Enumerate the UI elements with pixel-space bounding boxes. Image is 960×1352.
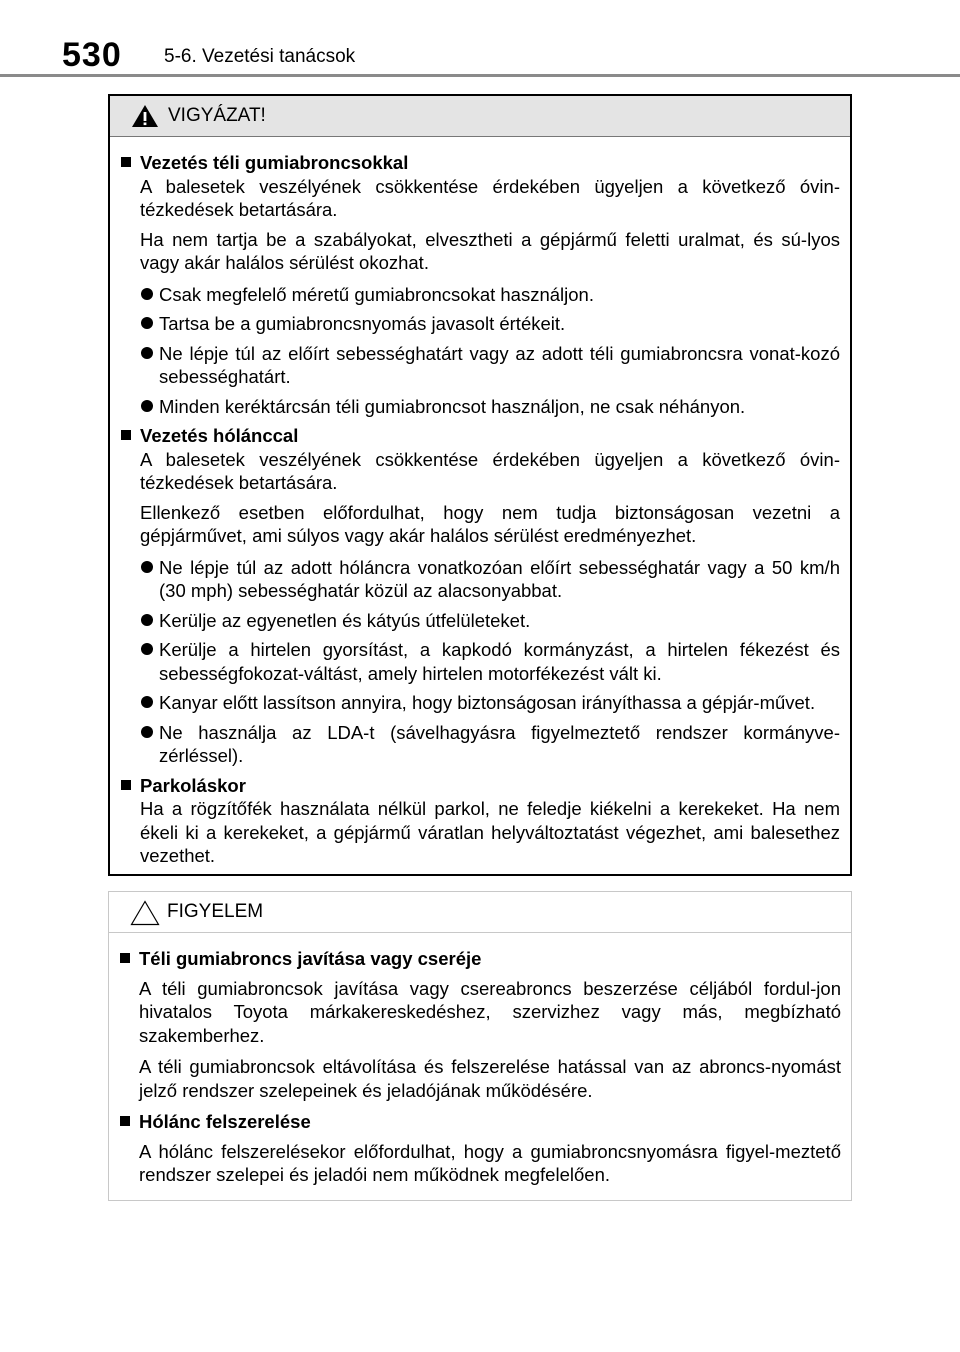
square-bullet-icon [121,157,131,167]
list-item: Kanyar előtt lassítson annyira, hogy biztonságosan irányíthassa a gépjár-művet. [120,691,840,715]
list-item: Minden keréktárcsán téli gumiabroncsot használjon, ne csak néhányon. [120,395,840,419]
round-bullet-icon [141,288,153,300]
square-bullet-icon [121,430,131,440]
list-item: Csak megfelelő méretű gumiabroncsokat használjon. [120,283,840,307]
page-number: 530 [62,36,122,74]
square-bullet-icon [120,953,130,963]
notice-title: FIGYELEM [167,901,264,922]
caution-header [110,96,850,137]
caution-box [108,94,852,876]
paragraph: A téli gumiabroncsok eltávolítása és felszerelése hatással van az abroncs-nyomást jelző rendszer szelepeinek és jeladójának működésére. [139,1056,841,1101]
paragraph: A balesetek veszélyének csökkentése érdekében ügyeljen a következő óvin-tézkedések betartására. [140,448,840,493]
round-bullet-icon [141,347,153,359]
square-bullet-icon [121,780,131,790]
list-item: Kerülje a hirtelen gyorsítást, a kapkodó kormányzást, a hirtelen fékezést és sebességfokozat-váltást, amely hirtelen motorfékezést vált ki. [120,638,840,685]
paragraph: A hólánc felszerelésekor előfordulhat, hogy a gumiabroncsnyomásra figyel-meztető rendszer szelepei és jeladói nem működnek megfelelően. [139,1140,841,1185]
round-bullet-icon [141,726,153,738]
caution-title: VIGYÁZAT! [168,105,266,126]
list-item: Ne lépje túl az előírt sebességhatárt vagy az adott téli gumiabroncsra vonat-kozó sebességhatárt. [120,342,840,389]
list-item: Ne lépje túl az adott hóláncra vonatkozóan előírt sebességhatár vagy a 50 km/h (30 mph) sebességhatár közül az alacsonyabbat. [120,556,840,603]
paragraph: Ellenkező esetben előfordulhat, hogy nem tudja biztonságosan vezetni a gépjárművet, ami súlyos vagy akár halálos sérülést eredményezhet. [140,501,840,546]
section-heading: Téli gumiabroncs javítása vagy cseréje [119,947,841,971]
round-bullet-icon [141,400,153,412]
notice-body [109,933,851,1187]
section-heading: Hólánc felszerelése [119,1110,841,1134]
round-bullet-icon [141,696,153,708]
section-heading: Vezetés téli gumiabroncsokkal [120,151,840,175]
paragraph: Ha a rögzítőfék használata nélkül parkol, ne feledje kiékelni a kerekeket. Ha nem ékeli ki a kerekeket, a gépjármű váratlan helyváltoztatást végezhet, ami balesethez vezethet. [140,798,840,866]
list-item: Tartsa be a gumiabroncsnyomás javasolt értékeit. [120,312,840,336]
warning-triangle-filled-icon [131,104,159,128]
round-bullet-icon [141,643,153,655]
round-bullet-icon [141,614,153,626]
notice-header [109,892,851,933]
header-divider [0,74,960,77]
caution-body [110,137,850,868]
paragraph: A balesetek veszélyének csökkentése érdekében ügyeljen a következő óvin-tézkedések betartására. [140,175,840,220]
notice-box [108,891,852,1201]
round-bullet-icon [141,561,153,573]
paragraph: A téli gumiabroncsok javítása vagy csereabroncs beszerzése céljából fordul-jon hivatalos Toyota márkakereskedéshez, szervizhez vagy más, megbízható szakemberhez. [139,977,841,1046]
list-item: Kerülje az egyenetlen és kátyús útfelületeket. [120,609,840,633]
round-bullet-icon [141,317,153,329]
section-heading: Vezetés hólánccal [120,424,840,448]
warning-triangle-outline-icon [130,900,160,926]
paragraph: Ha nem tartja be a szabályokat, elvesztheti a gépjármű feletti uralmat, és sú-lyos vagy akár halálos sérülést okozhat. [140,228,840,273]
list-item: Ne használja az LDA-t (sávelhagyásra figyelmeztető rendszer kormányve-zérléssel). [120,721,840,768]
section-heading: Parkoláskor [120,774,840,798]
square-bullet-icon [120,1116,130,1126]
section-title: 5-6. Vezetési tanácsok [164,46,356,67]
